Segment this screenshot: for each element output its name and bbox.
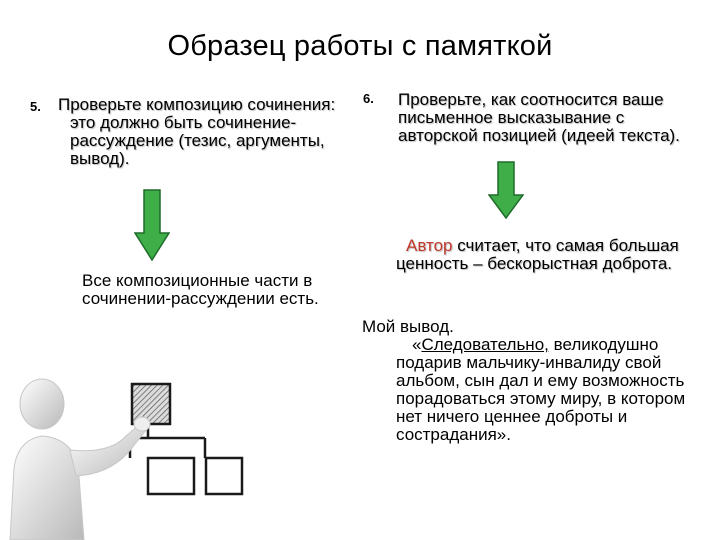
person-with-diagram-illustration xyxy=(0,372,250,540)
page-title: Образец работы с памяткой xyxy=(167,30,553,62)
author-word: Автор xyxy=(406,236,453,255)
conclusion-open-quote: « xyxy=(412,335,422,354)
item-5-instruction: Проверьте композицию сочинения: это должно быть сочинение-рассуждение (тезис, аргументы, вывод). xyxy=(58,95,336,168)
item-6-result xyxy=(396,237,708,273)
conclusion-label: Мой вывод. xyxy=(362,317,454,336)
item-6-result-text: считает, что самая большая ценность – бескорыстная доброта. xyxy=(396,236,679,273)
conclusion-body: великодушно подарив мальчику-инвалиду свой альбом, сын дал и ему возможность порадоваться этому миру, в котором нет ничего ценнее доброты и сострадания». xyxy=(396,335,686,444)
conclusion-keyword: Следовательно, xyxy=(421,335,549,354)
item-6-number: 6. xyxy=(363,91,374,106)
down-arrow-icon xyxy=(134,189,170,261)
item-5-result xyxy=(70,272,362,308)
down-arrow-icon xyxy=(488,161,524,219)
conclusion-text xyxy=(396,336,702,444)
item-5-number: 5. xyxy=(30,99,41,114)
item-6-instruction: Проверьте, как соотносится ваше письменное высказывание с авторской позицией (идеей текста). xyxy=(398,90,680,145)
item-5-result-text: Все композиционные части в сочинении-рассуждении есть. xyxy=(82,271,319,308)
